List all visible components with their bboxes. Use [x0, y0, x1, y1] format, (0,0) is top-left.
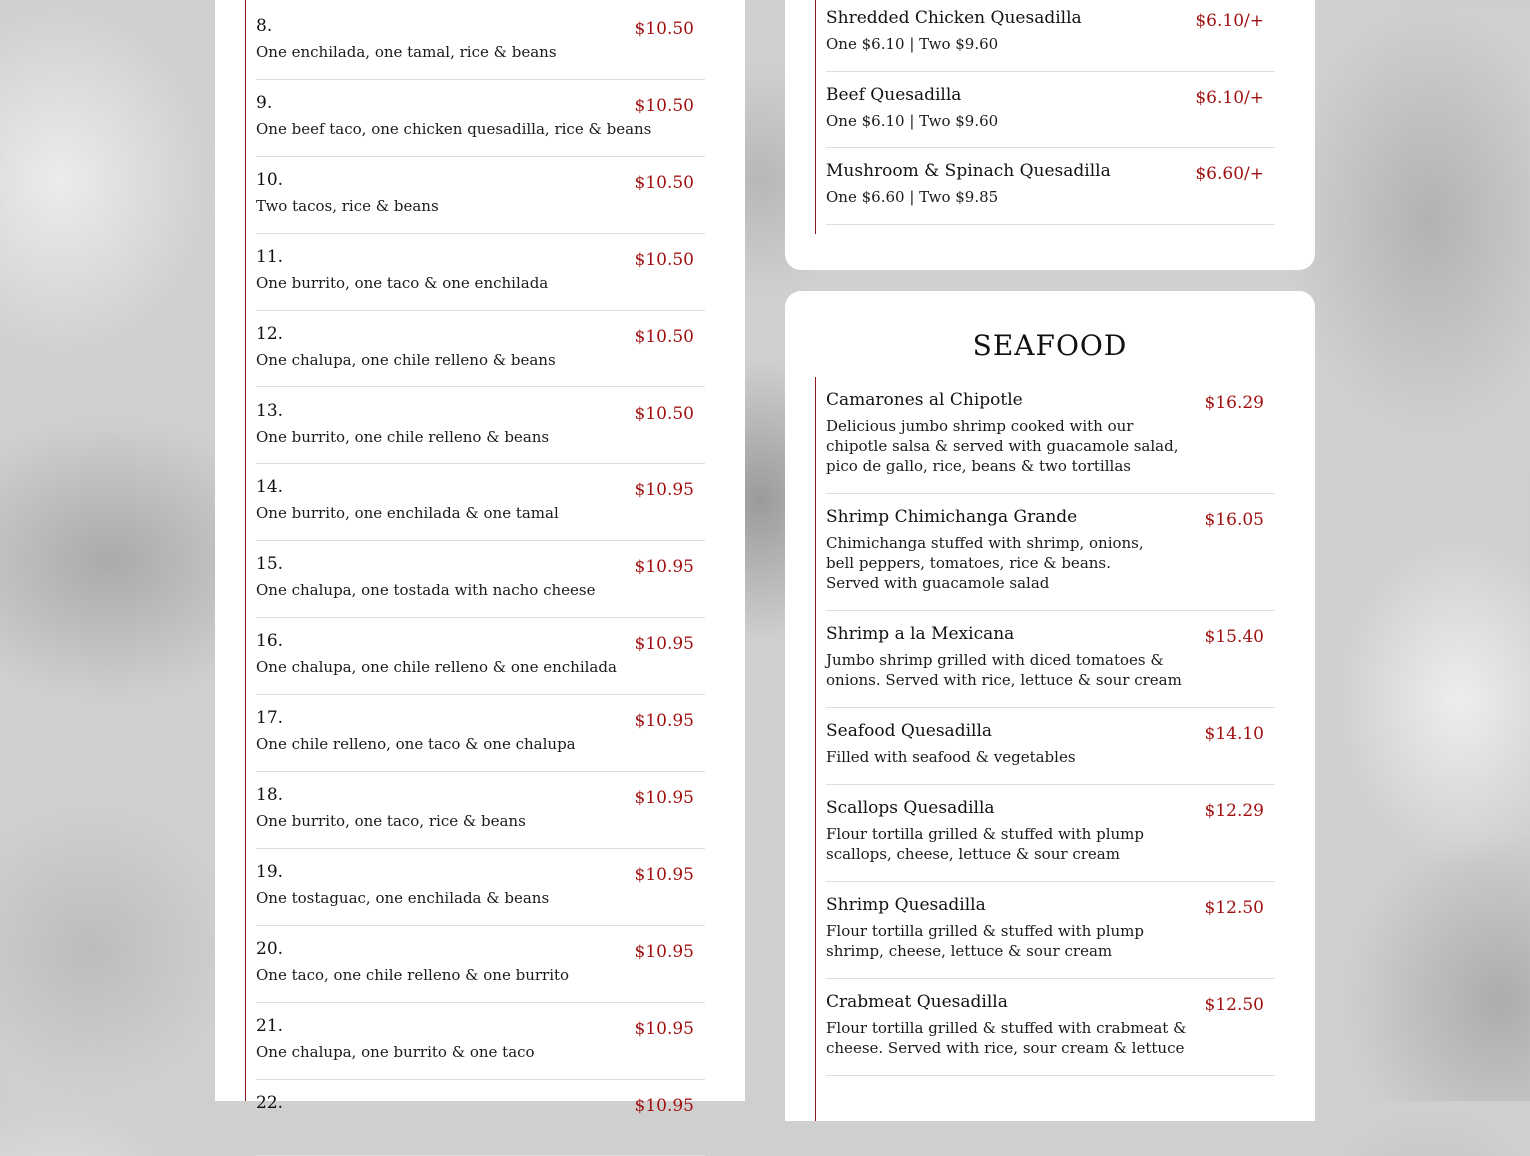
- menu-item: [826, 72, 1275, 149]
- menu-item-price: $10.95: [634, 480, 694, 501]
- menu-item-price: $12.29: [1204, 801, 1264, 821]
- menu-item-price: $10.50: [634, 403, 694, 424]
- menu-item-description-line: cheese. Served with rice, sour cream & lettuce: [826, 1039, 1185, 1057]
- menu-item-price: $14.10: [1204, 724, 1264, 744]
- menu-item-price: $10.95: [634, 711, 694, 732]
- menu-item-name: Scallops Quesadilla: [826, 798, 995, 818]
- menu-item-number: 8.: [256, 16, 273, 36]
- menu-item-number: 16.: [256, 631, 284, 652]
- menu-item-description-line: shrimp, cheese, lettuce & sour cream: [826, 942, 1113, 960]
- menu-item-number: 9.: [256, 92, 273, 113]
- quesadillas-list: [815, 0, 1275, 234]
- menu-item-number: 17.: [256, 708, 284, 729]
- combinations-panel: [215, 0, 745, 1116]
- menu-item-number: 15.: [256, 554, 284, 575]
- menu-item: [826, 979, 1275, 1076]
- menu-item-description: One burrito, one chile relleno & beans: [256, 427, 550, 446]
- menu-item-number: 11.: [256, 246, 284, 267]
- menu-item-description-line: pico de gallo, rice, beans & two tortillas: [826, 457, 1131, 475]
- menu-item-description-line: Chimichanga stuffed with shrimp, onions,: [826, 534, 1144, 552]
- menu-item-number: 18.: [256, 785, 284, 805]
- menu-item: [826, 611, 1275, 708]
- menu-item-price: $6.60/+: [1195, 164, 1264, 184]
- menu-item: [256, 695, 705, 772]
- menu-item-name: Shrimp Quesadilla: [826, 895, 986, 915]
- menu-item-description-line: Flour tortilla grilled & stuffed with crabmeat &: [826, 1019, 1187, 1037]
- menu-item-price: $10.50: [634, 326, 694, 347]
- menu-item-description-line: bell peppers, tomatoes, rice & beans.: [826, 554, 1111, 572]
- menu-item-description: One chalupa, one chile relleno & beans: [256, 350, 556, 369]
- menu-item-price: $12.50: [1204, 995, 1264, 1015]
- menu-item: [256, 618, 705, 695]
- menu-item-description: One beef taco, one chicken quesadilla, rice & beans: [256, 119, 652, 138]
- menu-item: [826, 0, 1275, 72]
- menu-item: [256, 3, 705, 80]
- menu-item-description-line: Flour tortilla grilled & stuffed with plump: [826, 825, 1144, 843]
- menu-item: [826, 494, 1275, 611]
- menu-item: [826, 785, 1275, 882]
- menu-item-price: $10.95: [634, 1018, 694, 1039]
- menu-item: [256, 311, 705, 388]
- menu-item-name: Shrimp a la Mexicana: [826, 624, 1015, 644]
- combinations-list: [245, 0, 705, 1116]
- menu-item-name: Shredded Chicken Quesadilla: [826, 8, 1082, 28]
- menu-item-number: 22.: [256, 1092, 284, 1113]
- menu-item-number: 21.: [256, 1015, 284, 1036]
- menu-item: [256, 772, 705, 849]
- menu-item-description: One burrito, one enchilada & one tamal: [256, 504, 559, 523]
- menu-item-description-line: onions. Served with rice, lettuce & sour cream: [826, 671, 1182, 689]
- menu-item: [256, 1003, 705, 1080]
- menu-item-description-line: Served with guacamole salad: [826, 574, 1050, 592]
- menu-item-price: $15.40: [1204, 627, 1264, 647]
- menu-item: [256, 1080, 705, 1156]
- menu-item: [256, 849, 705, 926]
- menu-item-description: One chalupa, one chile relleno & one enchilada: [256, 658, 617, 677]
- menu-item-name: Camarones al Chipotle: [826, 390, 1023, 410]
- menu-item-description: One chalupa, one tostada with nacho cheese: [256, 581, 596, 600]
- menu-item: [826, 708, 1275, 785]
- menu-item-description-line: Flour tortilla grilled & stuffed with plump: [826, 922, 1144, 940]
- menu-item-description: One burrito, one taco, rice & beans: [256, 812, 526, 830]
- menu-item-description: One tostaguac, one enchilada & beans: [256, 888, 550, 907]
- menu-item: [826, 377, 1275, 494]
- menu-item-description: One burrito, one taco & one enchilada: [256, 273, 549, 292]
- menu-item-price: $10.50: [634, 19, 694, 39]
- menu-item-number: 20.: [256, 938, 284, 959]
- menu-item-name: Beef Quesadilla: [826, 84, 962, 105]
- menu-item: [256, 157, 705, 234]
- seafood-panel: [785, 291, 1315, 1121]
- menu-item-description: One $6.10 | Two $9.60: [826, 35, 999, 53]
- menu-item: [256, 388, 705, 465]
- menu-item: [826, 148, 1275, 225]
- quesadillas-panel: [785, 0, 1315, 270]
- menu-item-name: Shrimp Chimichanga Grande: [826, 507, 1078, 527]
- menu-item-description-line: Filled with seafood & vegetables: [826, 748, 1076, 766]
- menu-item-price: $16.05: [1204, 510, 1264, 530]
- menu-item-number: 10.: [256, 169, 284, 190]
- menu-item: [256, 80, 705, 157]
- menu-item-description-line: Jumbo shrimp grilled with diced tomatoes &: [826, 651, 1164, 669]
- menu-item-description: One $6.60 | Two $9.85: [826, 188, 999, 206]
- menu-item: [826, 882, 1275, 979]
- menu-item-description: One chile relleno, one taco & one chalupa: [256, 735, 576, 754]
- menu-item-description-line: Delicious jumbo shrimp cooked with our: [826, 417, 1134, 435]
- menu-item-price: $10.95: [634, 1095, 694, 1116]
- menu-item-price: $10.95: [634, 634, 694, 655]
- menu-item-description-line: scallops, cheese, lettuce & sour cream: [826, 845, 1120, 863]
- seafood-list: [815, 377, 1275, 1121]
- menu-item-price: $10.95: [634, 788, 694, 808]
- menu-item-number: 19.: [256, 861, 284, 882]
- menu-item: [256, 234, 705, 311]
- menu-item: [256, 926, 705, 1003]
- menu-item-number: 13.: [256, 400, 284, 421]
- menu-item-price: $10.50: [634, 249, 694, 270]
- menu-item-price: $10.95: [634, 864, 694, 885]
- menu-item: [256, 541, 705, 618]
- seafood-heading: SEAFOOD: [972, 329, 1128, 362]
- menu-item-number: 12.: [256, 323, 284, 344]
- menu-item-price: $10.50: [634, 95, 694, 116]
- menu-item-description-line: chipotle salsa & served with guacamole salad,: [826, 437, 1179, 455]
- menu-item-description: One enchilada, one tamal, rice & beans: [256, 43, 557, 61]
- menu-item-name: Seafood Quesadilla: [826, 721, 993, 741]
- menu-item-price: $12.50: [1204, 898, 1264, 918]
- menu-item-number: 14.: [256, 477, 284, 498]
- menu-item-price: $10.50: [634, 172, 694, 193]
- menu-item-name: Crabmeat Quesadilla: [826, 992, 1008, 1012]
- menu-item-description: Two tacos, rice & beans: [256, 196, 439, 215]
- menu-item-description: One $6.10 | Two $9.60: [826, 111, 999, 130]
- menu-item-price: $16.29: [1204, 393, 1264, 413]
- menu-item-description: One chalupa, one burrito & one taco: [256, 1042, 535, 1061]
- menu-item-price: $10.95: [634, 941, 694, 962]
- menu-item: [256, 464, 705, 541]
- menu-item-price: $6.10/+: [1195, 11, 1264, 31]
- menu-item-description: One taco, one chile relleno & one burrito: [256, 965, 570, 984]
- menu-item-price: $6.10/+: [1195, 87, 1264, 108]
- menu-item-name: Mushroom & Spinach Quesadilla: [826, 161, 1111, 181]
- menu-item-price: $10.95: [634, 557, 694, 578]
